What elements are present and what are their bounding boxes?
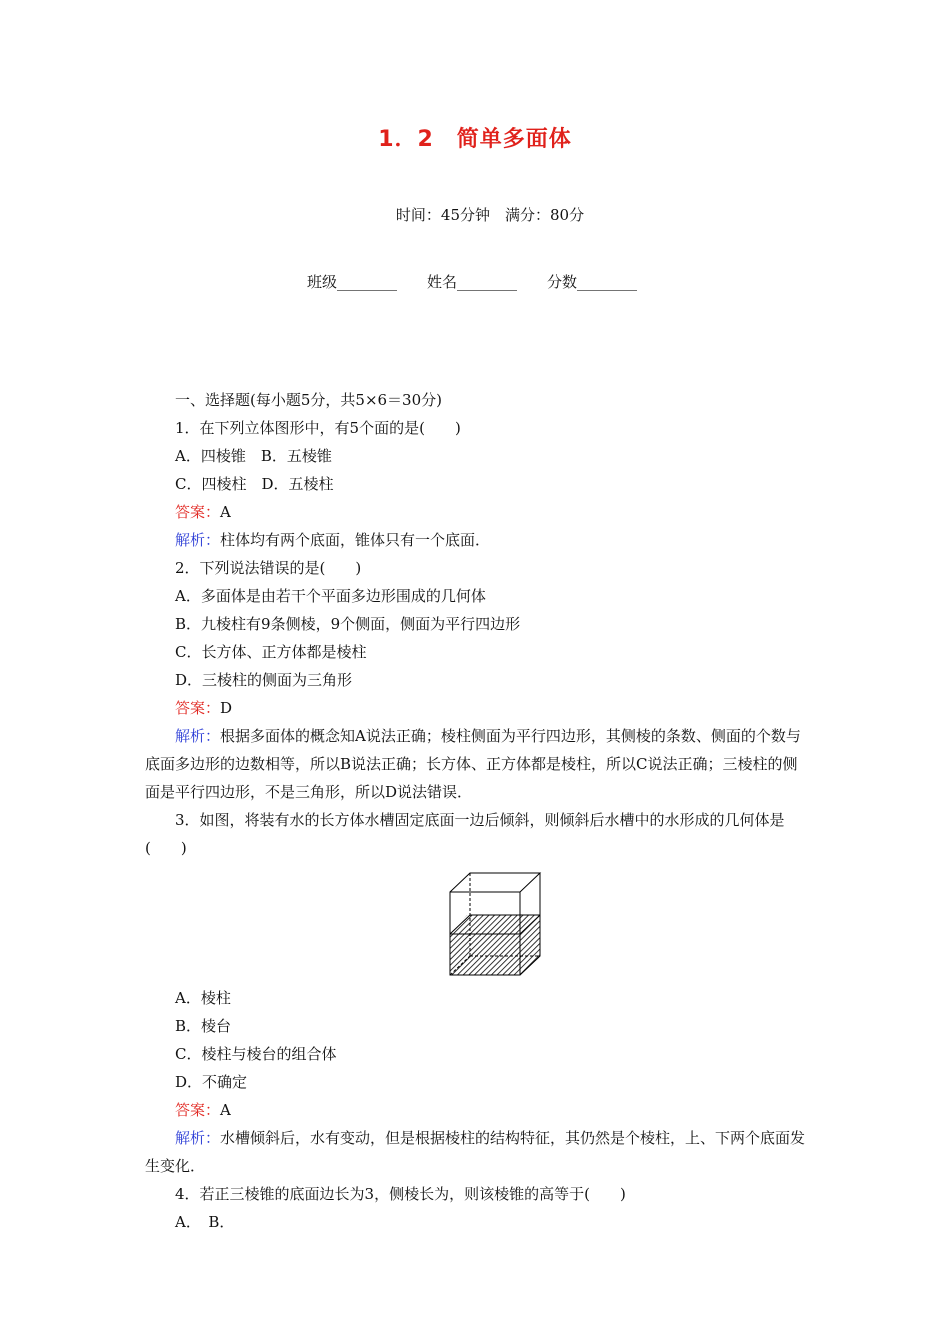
page-title: 1．2 简单多面体 (378, 127, 572, 152)
class-field: 班级________ (307, 273, 398, 291)
answer-value: A (220, 503, 231, 521)
question-1-option-row: A．四棱锥 B．五棱锥 (175, 447, 332, 465)
question-3-option: C．棱柱与棱台的组合体 (175, 1045, 337, 1063)
question-3-option: B．棱台 (175, 1017, 232, 1035)
answer-label: 答案： (175, 503, 221, 521)
answer-label: 答案： (175, 699, 221, 717)
score-field: 分数________ (547, 273, 638, 291)
answer-value: D (220, 699, 233, 717)
student-info-line (307, 271, 667, 292)
question-2-analysis (145, 722, 810, 806)
question-2-option: A．多面体是由若干个平面多边形围成的几何体 (175, 587, 486, 605)
question-4-stem: 4．若正三棱锥的底面边长为3，侧棱长为，则该棱锥的高等于( ) (175, 1185, 626, 1203)
analysis-label: 解析： (175, 727, 221, 745)
question-1-analysis (145, 526, 810, 554)
analysis-text: 柱体均有两个底面，锥体只有一个底面． (220, 531, 491, 549)
question-3-answer (145, 1096, 810, 1124)
analysis-label: 解析： (175, 531, 221, 549)
analysis-label: 解析： (175, 1129, 221, 1147)
answer-value: A (220, 1101, 231, 1119)
question-1-option-row: C．四棱柱 D．五棱柱 (175, 475, 334, 493)
question-3-option: D．不确定 (175, 1073, 248, 1091)
question-2-stem: 2．下列说法错误的是( ) (175, 559, 362, 577)
water-tank-figure (145, 862, 810, 984)
analysis-text: 水槽倾斜后，水有变动，但是根据棱柱的结构特征，其仍然是个棱柱，上、下两个底面发生变化． (145, 1129, 806, 1175)
question-2-option: C．长方体、正方体都是棱柱 (175, 643, 367, 661)
question-3-stem: 3．如图，将装有水的长方体水槽固定底面一边后倾斜，则倾斜后水槽中的水形成的几何体是( ) (145, 811, 785, 857)
question-2-answer (145, 694, 810, 722)
question-3-option: A．棱柱 (175, 989, 231, 1007)
question-2-option: D．三棱柱的侧面为三角形 (175, 671, 353, 689)
question-2-option: B．九棱柱有9条侧棱，9个侧面，侧面为平行四边形 (175, 615, 521, 633)
time-score-info: 时间：45分钟 满分：80分 (395, 206, 585, 224)
tilted-box-diagram (445, 868, 545, 978)
name-field: 姓名________ (427, 273, 518, 291)
question-4-option-row: A． B． (175, 1213, 235, 1231)
section-heading: 一、选择题(每小题5分，共5×6＝30分) (175, 391, 442, 409)
question-1-stem: 1．在下列立体图形中，有5个面的是( ) (175, 419, 461, 437)
question-3-analysis (145, 1124, 810, 1180)
question-1-answer (145, 498, 810, 526)
question-content (145, 386, 810, 1236)
answer-label: 答案： (175, 1101, 221, 1119)
analysis-text: 根据多面体的概念知A说法正确；棱柱侧面为平行四边形，其侧棱的条数、侧面的个数与底面多边形的边数相等，所以B说法正确；长方体、正方体都是棱柱，所以C说法正确；三棱柱的侧面是平行四边形，不是三角形，所以D说法错误． (145, 727, 801, 801)
